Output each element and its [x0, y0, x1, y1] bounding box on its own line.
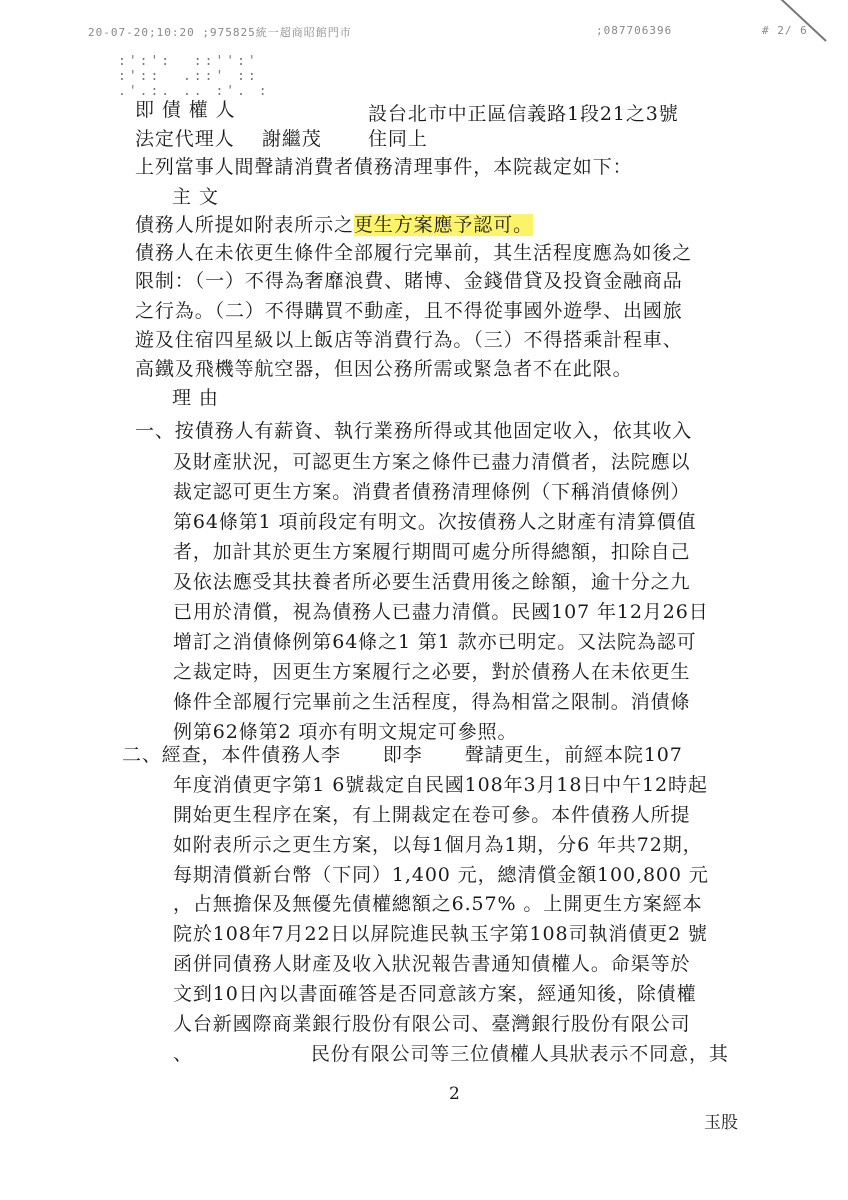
reason-2-first-b: 即李 — [382, 744, 423, 766]
main-p2-line: 之行為。（二）不得購買不動產，且不得從事國外遊學、出國旅 — [135, 300, 683, 322]
reason-1-line: 一、按債務人有薪資、執行業務所得或其他固定收入，依其收入 — [135, 420, 693, 442]
reason-2-line: 函併同債務人財產及收入狀況報告書通知債權人。命渠等於 — [173, 953, 691, 975]
reason-2-line: 年度消債更字第1 6號裁定自民國108年3月18日中午12時起 — [173, 774, 708, 796]
reason-1-line: 條件全部履行完畢前之生活程度，得為相當之限制。消債條 — [173, 691, 691, 713]
reason-2-last-b: ⺠份有限公司等三位債權人具狀表示不同意，其 — [310, 1043, 729, 1065]
reason-2-line: 每期清償新台幣（下同）1,400 元，總清償金額100,800 元 — [173, 864, 709, 886]
reason-2-last-line — [173, 1041, 729, 1067]
reason-2-first-line — [122, 742, 683, 768]
reason-1-line: 例第62條第2 項亦有明文規定可參照。 — [173, 721, 518, 743]
rep-name: 謝繼茂 — [262, 128, 322, 150]
main-heading: 主 文 — [172, 186, 219, 208]
reason-2-line: ，占無擔保及無優先債權總額之6.57% 。上開更生方案經本 — [173, 893, 703, 915]
section-stamp: 玉股 — [704, 1113, 738, 1133]
main-p2-line: 債務人在未依更生條件全部履行完畢前，其生活程度應為如後之 — [135, 242, 693, 264]
reason-1-line: 者，加計其於更生方案履行期間可處分所得總額，扣除自己 — [173, 541, 691, 563]
debtor-role: 即 債 權 人 — [135, 99, 236, 121]
reason-2-line: 如附表所示之更生方案，以每1個月為1期，分6 年共72期， — [173, 834, 703, 856]
rep-role: 法定代理人 — [135, 128, 235, 150]
reason-1-line: 及財產狀況，可認更生方案之條件已盡力清償者，法院應以 — [173, 451, 691, 473]
rep-address: 住同上 — [368, 128, 428, 150]
reason-2-line: 人台新國際商業銀行股份有限公司、臺灣銀行股份有限公司 — [173, 1013, 691, 1035]
reason-1-line: 已用於清償，視為債務人已盡力清償。民國107 年12月26日 — [173, 601, 709, 623]
fax-header-number: ;087706396 — [596, 24, 673, 37]
main-p2-line: 限制：（一）不得為奢靡浪費、賭博、金錢借貸及投資金融商品 — [135, 270, 683, 292]
reason-1-line: 第64條第1 項前段定有明文。次按債務人之財產有清算價值 — [173, 511, 697, 533]
main-p2-line: 高鐵及飛機等航空器，但因公務所需或緊急者不在此限。 — [135, 358, 633, 380]
main-p1-prefix: 債務人所提如附表所示之 — [135, 214, 354, 236]
reason-heading: 理 由 — [172, 387, 219, 409]
highlighted-approval: 更生方案應予認可。 — [353, 214, 534, 236]
scan-noise: :':': ::'':' :':: .::' :: .'.:. .. :'. : — [118, 54, 270, 99]
debtor-address: 設台北市中正區信義路1段21之3號 — [368, 103, 679, 125]
reason-1-line: 裁定認可更生方案。消費者債務清理條例（下稱消債條例） — [173, 481, 691, 503]
reason-2-line: 院於108年7月22日以屏院進民執玉字第108司執消債更2 號 — [173, 923, 708, 945]
reason-1-line: 之裁定時，因更生方案履行之必要，對於債務人在未依更生 — [173, 661, 691, 683]
fax-header-page: # 2/ 6 — [762, 24, 808, 37]
reason-2-first-c: 聲請更生，前經本院107 — [464, 744, 683, 766]
main-text-p1 — [135, 212, 533, 238]
reason-2-line: 開始更生程序在案，有上開裁定在卷可參。本件債務人所提 — [173, 804, 691, 826]
main-p2-line: 遊及住宿四星級以上飯店等消費行為。（三）不得搭乘計程車、 — [135, 329, 683, 351]
reason-2-first-a: 二、經查，本件債務人李 — [122, 744, 341, 766]
reason-1-line: 增訂之消債條例第64條之1 第1 款亦已明定。又法院為認可 — [173, 631, 697, 653]
reason-2-last-a: 、 — [173, 1043, 193, 1065]
page-number: 2 — [449, 1084, 460, 1104]
intro-line: 上列當事人間聲請消費者債務清理事件，本院裁定如下： — [135, 156, 633, 178]
reason-1-line: 及依法應受其扶養者所必要生活費用後之餘額，逾十分之九 — [173, 571, 691, 593]
fax-header-left: 20-07-20;10:20 ;975825統一超商昭館門市 — [88, 26, 352, 39]
reason-2-line: 文到10日內以書面確答是否同意該方案，經通知後，除債權 — [173, 983, 697, 1005]
